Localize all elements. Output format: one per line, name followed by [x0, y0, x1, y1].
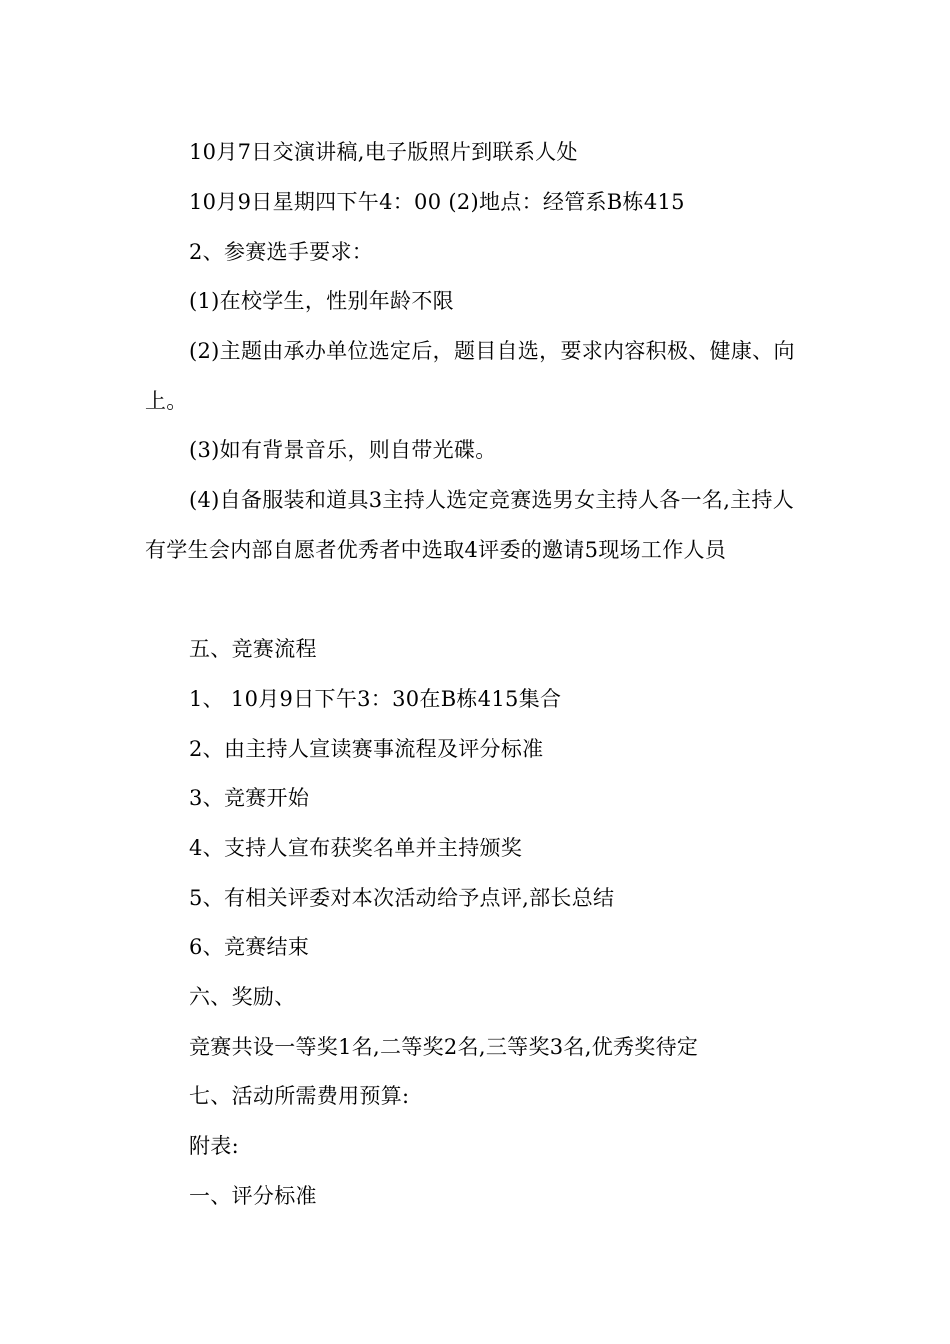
- paragraph-8: 五、竞赛流程: [189, 637, 317, 661]
- paragraph-10: 2、由主持人宣读赛事流程及评分标准: [189, 737, 544, 761]
- paragraph-18: 附表:: [189, 1134, 239, 1158]
- paragraph-19: 一、评分标准: [189, 1184, 317, 1208]
- paragraph-3: 2、参赛选手要求：: [189, 240, 374, 264]
- paragraph-14: 6、竞赛结束: [189, 935, 310, 959]
- paragraph-2: 10月9日星期四下午4：00 (2)地点：经管系B栋415: [189, 190, 685, 214]
- paragraph-4: (1)在校学生，性别年龄不限: [189, 289, 454, 313]
- paragraph-9: 1、 10月9日下午3：30在B栋415集合: [189, 687, 562, 711]
- paragraph-7: (4)自备服装和道具3主持人选定竞赛选男女主持人各一名,主持人有学生会内部自愿者优秀者中选取4评委的邀请5现场工作人员: [145, 488, 795, 562]
- paragraph-1: 10月7日交演讲稿,电子版照片到联系人处: [189, 140, 578, 164]
- paragraph-6: (3)如有背景音乐，则自带光碟。: [189, 438, 497, 462]
- paragraph-15: 六、奖励、: [189, 985, 296, 1009]
- paragraph-16: 竞赛共设一等奖1名,二等奖2名,三等奖3名,优秀奖待定: [189, 1035, 699, 1059]
- paragraph-17: 七、活动所需费用预算:: [189, 1084, 410, 1108]
- paragraph-11: 3、竞赛开始: [189, 786, 310, 810]
- paragraph-12: 4、支持人宣布获奖名单并主持颁奖: [189, 836, 523, 860]
- paragraph-13: 5、有相关评委对本次活动给予点评,部长总结: [189, 886, 615, 910]
- paragraph-5: (2)主题由承办单位选定后，题目自选，要求内容积极、健康、向上。: [145, 339, 795, 413]
